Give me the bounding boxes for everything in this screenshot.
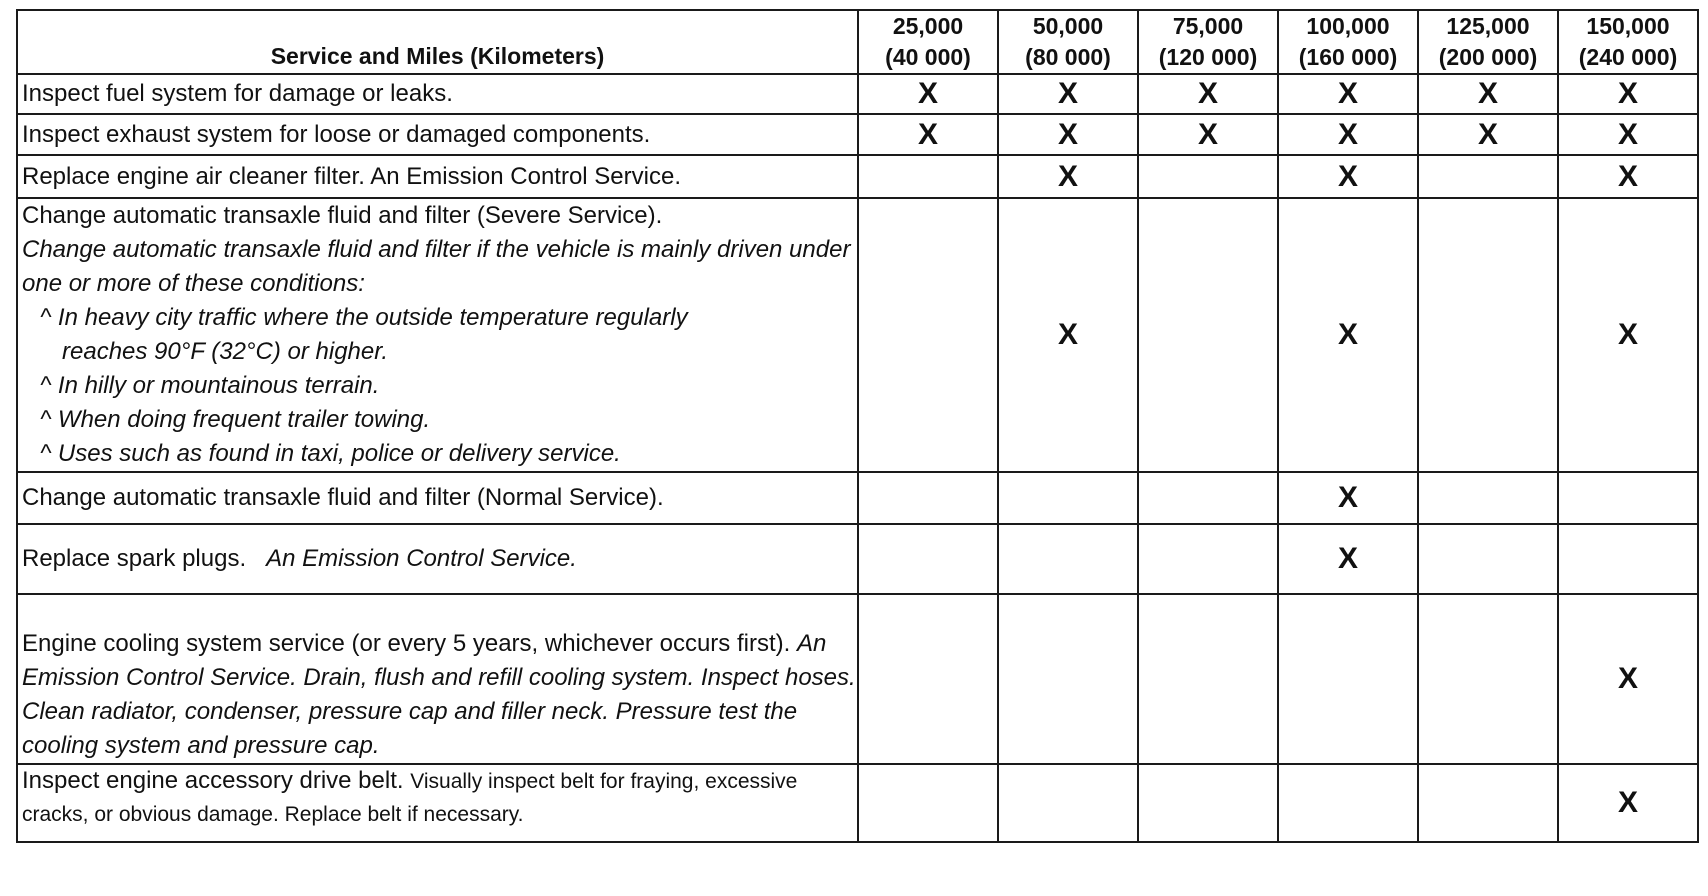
interval-mark: [1138, 472, 1278, 524]
service-title: Engine cooling system service (or every 5 years, whichever occurs first).: [22, 630, 791, 657]
interval-km: (240 000): [1578, 44, 1678, 70]
service-title: Inspect engine accessory drive belt.: [22, 767, 404, 794]
interval-mark: X: [1558, 155, 1698, 198]
interval-mark: [858, 524, 998, 594]
table-row: [17, 594, 1698, 764]
service-note: An Emission Control Service.: [266, 545, 577, 572]
interval-mark: [1138, 524, 1278, 594]
interval-mark: [998, 764, 1138, 842]
interval-mark: X: [1558, 114, 1698, 155]
interval-mark: [858, 764, 998, 842]
interval-mark: [1418, 198, 1558, 472]
service-description: Change automatic transaxle fluid and filter (Normal Service).: [17, 472, 858, 524]
interval-mark: [858, 472, 998, 524]
interval-mark: X: [1558, 198, 1698, 472]
interval-km: (80 000): [1025, 44, 1111, 70]
condition-item: ^ When doing frequent trailer towing.: [40, 406, 431, 433]
interval-mark: X: [1278, 114, 1418, 155]
service-note: An Emission Control Service. Drain, flush and refill cooling system. Inspect hoses. Clean radiator, condenser, pressure cap and filler neck. Pressure test the cooling system and pressure cap.: [22, 630, 856, 759]
table-row: [17, 472, 1698, 524]
service-title: Change automatic transaxle fluid and filter (Severe Service).: [22, 202, 663, 229]
interval-mark: [1558, 472, 1698, 524]
interval-mark: X: [858, 114, 998, 155]
interval-mark: [998, 594, 1138, 764]
interval-mark: [998, 472, 1138, 524]
interval-mark: [1418, 594, 1558, 764]
interval-mark: X: [998, 155, 1138, 198]
interval-km: (200 000): [1438, 44, 1538, 70]
service-note: Visually inspect belt for fraying, excessive cracks, or obvious damage. Replace belt if necessary.: [22, 770, 798, 826]
interval-mark: X: [1558, 594, 1698, 764]
interval-km: (160 000): [1298, 44, 1398, 70]
condition-item: ^ In hilly or mountainous terrain.: [40, 372, 380, 399]
interval-miles: 125,000: [1446, 13, 1530, 39]
interval-mark: X: [1278, 155, 1418, 198]
table-row: [17, 764, 1698, 842]
service-description: Inspect fuel system for damage or leaks.: [17, 74, 858, 114]
interval-mark: X: [1278, 74, 1418, 114]
service-description: Inspect exhaust system for loose or damaged components.: [17, 114, 858, 155]
service-description: [17, 594, 858, 764]
service-note: Change automatic transaxle fluid and filter if the vehicle is mainly driven under one or more of these conditions:: [22, 236, 851, 297]
interval-km: (40 000): [885, 44, 971, 70]
interval-mark: X: [1138, 74, 1278, 114]
interval-mark: X: [1138, 114, 1278, 155]
interval-mark: X: [998, 114, 1138, 155]
interval-mark: [858, 594, 998, 764]
interval-mark: X: [998, 74, 1138, 114]
interval-mark: [1138, 198, 1278, 472]
interval-mark: X: [1418, 74, 1558, 114]
interval-mark: [858, 155, 998, 198]
condition-item-continuation: reaches 90°F (32°C) or higher.: [62, 338, 389, 365]
interval-mark: [1418, 524, 1558, 594]
interval-mark: [1558, 524, 1698, 594]
table-row: [17, 155, 1698, 198]
interval-header: [1138, 10, 1278, 74]
interval-km: (120 000): [1158, 44, 1258, 70]
service-title: Replace spark plugs.: [22, 545, 247, 572]
interval-mark: X: [1278, 524, 1418, 594]
interval-mark: X: [858, 74, 998, 114]
interval-header: [1418, 10, 1558, 74]
service-column-header: Service and Miles (Kilometers): [17, 10, 858, 74]
interval-miles: 75,000: [1172, 13, 1244, 39]
interval-miles: 150,000: [1586, 13, 1670, 39]
service-description: Replace engine air cleaner filter. An Emission Control Service.: [17, 155, 858, 198]
maintenance-schedule-table: [16, 9, 1699, 843]
interval-mark: X: [1558, 74, 1698, 114]
interval-header: [858, 10, 998, 74]
interval-mark: [1138, 764, 1278, 842]
interval-mark: [1278, 594, 1418, 764]
table-row: [17, 524, 1698, 594]
interval-mark: [1418, 472, 1558, 524]
interval-header: [998, 10, 1138, 74]
table-row: [17, 114, 1698, 155]
service-description: [17, 198, 858, 472]
interval-mark: X: [1278, 472, 1418, 524]
interval-mark: [998, 524, 1138, 594]
interval-miles: 100,000: [1306, 13, 1390, 39]
interval-mark: X: [998, 198, 1138, 472]
interval-miles: 50,000: [1032, 13, 1104, 39]
condition-item: ^ Uses such as found in taxi, police or delivery service.: [40, 440, 621, 467]
interval-mark: [1418, 155, 1558, 198]
interval-mark: X: [1558, 764, 1698, 842]
interval-miles: 25,000: [892, 13, 964, 39]
interval-mark: X: [1418, 114, 1558, 155]
header-row: [17, 10, 1698, 74]
interval-mark: [1138, 594, 1278, 764]
interval-mark: [1418, 764, 1558, 842]
interval-header: [1558, 10, 1698, 74]
table-row: [17, 74, 1698, 114]
interval-mark: X: [1278, 198, 1418, 472]
service-description: [17, 524, 858, 594]
interval-header: [1278, 10, 1418, 74]
interval-mark: [1138, 155, 1278, 198]
interval-mark: [1278, 764, 1418, 842]
table-row: [17, 198, 1698, 472]
service-description: [17, 764, 858, 842]
interval-mark: [858, 198, 998, 472]
condition-item: ^ In heavy city traffic where the outside temperature regularly: [40, 304, 688, 331]
